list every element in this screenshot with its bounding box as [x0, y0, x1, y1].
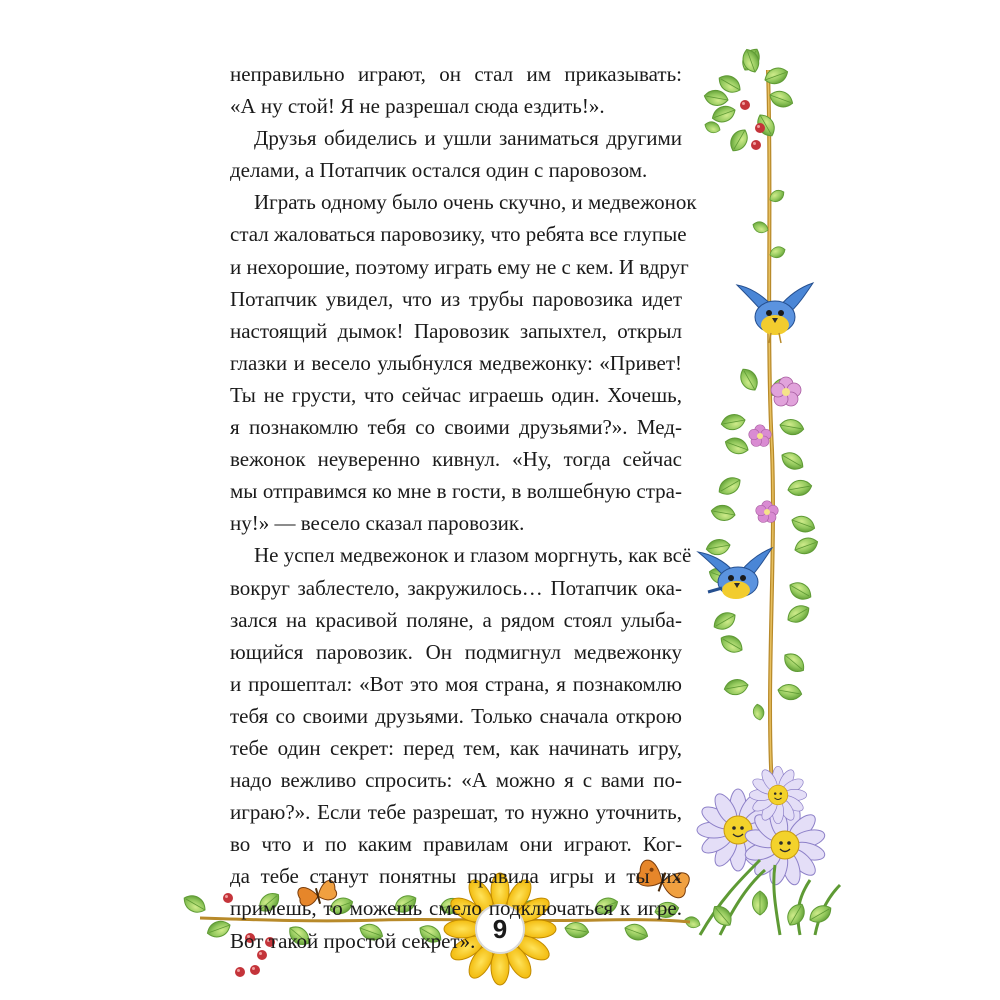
text-line: надо вежливо спросить: «А можно я с вами по- [230, 768, 682, 793]
text-line: вокруг заблестело, закружилось… Потапчик ока- [230, 575, 682, 600]
text-line: делами, а Потапчик остался один с паровозом. [230, 158, 648, 183]
text-line: и нехорошие, поэтому играть ему не с кем. И вдруг [230, 254, 689, 279]
text-line: Играть одному было очень скучно, и медвежонок [254, 190, 697, 215]
text-line: да тебе станут понятны правила игры и ты их [230, 864, 682, 889]
text-line: Друзья обиделись и ушли заниматься другими [254, 126, 682, 151]
text-line: во что и по каким правилам они играют. Ког- [230, 832, 682, 857]
text-line: Ты не грусти, что сейчас играешь один. Хочешь, [230, 382, 682, 407]
text-line: примешь, то можешь смело подключаться к игре. [230, 896, 682, 921]
bluebird-icon [698, 548, 772, 599]
text-line: неправильно играют, он стал им приказывать: [230, 62, 682, 86]
text-line: глазки и весело улыбнулся медвежонку: «Привет! [230, 350, 682, 375]
story-text [230, 58, 697, 957]
text-line: Вот такой простой секрет». [230, 928, 476, 953]
text-line: «А ну стой! Я не разрешал сюда ездить!». [230, 94, 605, 119]
text-line: играю?». Если тебе разрешат, то нужно уточнить, [230, 800, 682, 825]
text-line: ющийся паровозик. Он подмигнул медвежонку [230, 639, 682, 664]
leaf-vine-icon [683, 860, 840, 935]
text-line: мы отправимся ко мне в гости, в волшебную стра- [230, 479, 682, 504]
page-number: 9 [475, 904, 525, 954]
text-line: я познакомлю тебя со своими друзьями?». Мед- [230, 415, 682, 440]
text-line: зался на красивой поляне, а рядом стоял улыба- [230, 607, 682, 632]
daisy-icon [697, 766, 827, 886]
text-line: настоящий дымок! Паровозик запыхтел, открыл [230, 318, 682, 343]
pink-flower-icon [749, 377, 801, 523]
text-line: стал жаловаться паровозику, что ребята все глупые [230, 222, 687, 247]
text-line: и прошептал: «Вот это моя страна, я познакомлю [230, 671, 682, 696]
leaf-vine-icon [705, 365, 820, 720]
text-line: ну!» — весело сказал паровозик. [230, 511, 525, 536]
text-line: тебя со своими друзьями. Только сначала открою [230, 703, 682, 728]
leaf-vine-icon [703, 45, 795, 154]
bluebird-icon [737, 283, 813, 343]
text-line: Не успел медвежонок и глазом моргнуть, как всё [254, 543, 692, 568]
text-line: Потапчик увидел, что из трубы паровозика идет [230, 286, 682, 311]
text-line: тебе один секрет: перед тем, как начинать игру, [230, 735, 682, 760]
text-line: вежонок неуверенно кивнул. «Ну, тогда сейчас [230, 447, 682, 472]
